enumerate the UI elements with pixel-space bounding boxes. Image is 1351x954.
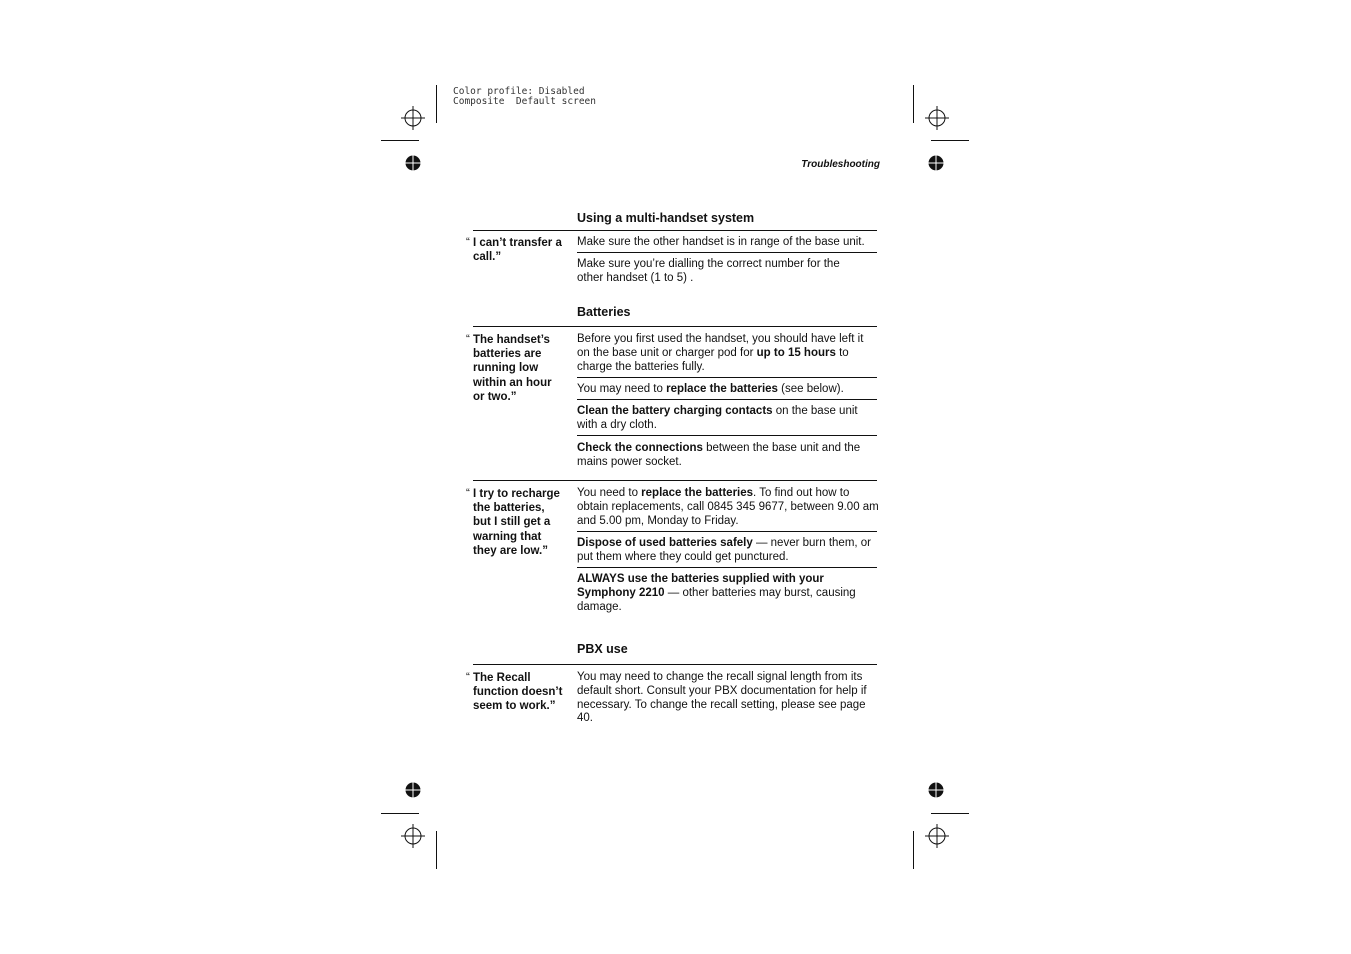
print-meta-line1: Color profile: Disabled (453, 86, 585, 97)
answer-divider (577, 435, 877, 436)
answer-check-connections: Check the connections between the base unit and the mains power socket. (577, 442, 861, 468)
answer-need-replace: You need to replace the batteries. To find out how to obtain replacements, call 0845 345 9677, between 9.00 am and 5.00 pm, Monday to Friday. (577, 487, 879, 527)
question-transfer-call: “ I can’t transfer a call.” (466, 237, 562, 264)
question-batteries-low: “ The handset’s batteries are running low within an hour or two.” (466, 334, 552, 403)
section-title-pbx: PBX use (577, 642, 628, 656)
registration-dot-icon (928, 782, 944, 798)
answer-clean-contacts: Clean the battery charging contacts on the base unit with a dry cloth. (577, 405, 858, 431)
crop-mark-bottom-left-h (381, 813, 419, 814)
registration-target-icon (925, 106, 949, 130)
registration-dot-icon (928, 155, 944, 171)
answer-divider (577, 567, 877, 568)
crop-mark-top-right-h (931, 140, 969, 141)
answer-divider (577, 377, 877, 378)
running-header: Troubleshooting (801, 159, 880, 170)
crop-mark-top-left-v (436, 85, 437, 123)
registration-target-icon (401, 106, 425, 130)
section-title-batteries: Batteries (577, 305, 631, 319)
registration-target-icon (925, 824, 949, 848)
section-rule (473, 326, 877, 327)
answer-dial-number: Make sure you’re dialling the correct number for the other handset (1 to 5) . (577, 258, 840, 284)
answer-divider (577, 531, 877, 532)
section-title-multi-handset: Using a multi-handset system (577, 211, 755, 225)
print-meta-line2: Composite Default screen (453, 95, 596, 107)
answer-divider (577, 399, 877, 400)
registration-target-icon (401, 824, 425, 848)
crop-mark-bottom-left-v (436, 831, 437, 869)
answer-always-use-supplied: ALWAYS use the batteries supplied with your Symphony 2210 — other batteries may burst, causing damage. (577, 573, 856, 613)
question-rule (473, 480, 877, 481)
answer-dispose-safely: Dispose of used batteries safely — never burn them, or put them where they could get punctured. (577, 537, 872, 563)
section-rule (473, 664, 877, 665)
question-recall: “ The Recall function doesn’t seem to work.” (466, 672, 563, 713)
section-rule (473, 230, 877, 231)
answer-recall-signal: You may need to change the recall signal length from its default short. Consult your PBX documentation for help if necessary. To change the recall setting, please see page 40. (577, 671, 867, 725)
answer-divider (577, 252, 877, 253)
crop-mark-bottom-right-h (931, 813, 969, 814)
registration-dot-icon (405, 155, 421, 171)
print-meta (453, 87, 596, 106)
registration-dot-icon (405, 782, 421, 798)
answer-replace-batteries: You may need to replace the batteries (see below). (577, 383, 844, 395)
question-recharge-warning: “ I try to recharge the batteries, but I still get a warning that they are low.” (466, 488, 560, 557)
answer-charge-first: Before you first used the handset, you should have left it on the base unit or charger pod for up to 15 hours to charge the batteries fully. (577, 333, 864, 373)
crop-mark-bottom-right-v (913, 831, 914, 869)
crop-mark-top-right-v (913, 85, 914, 123)
answer-range: Make sure the other handset is in range of the base unit. (577, 236, 865, 248)
crop-mark-top-left-h (381, 140, 419, 141)
